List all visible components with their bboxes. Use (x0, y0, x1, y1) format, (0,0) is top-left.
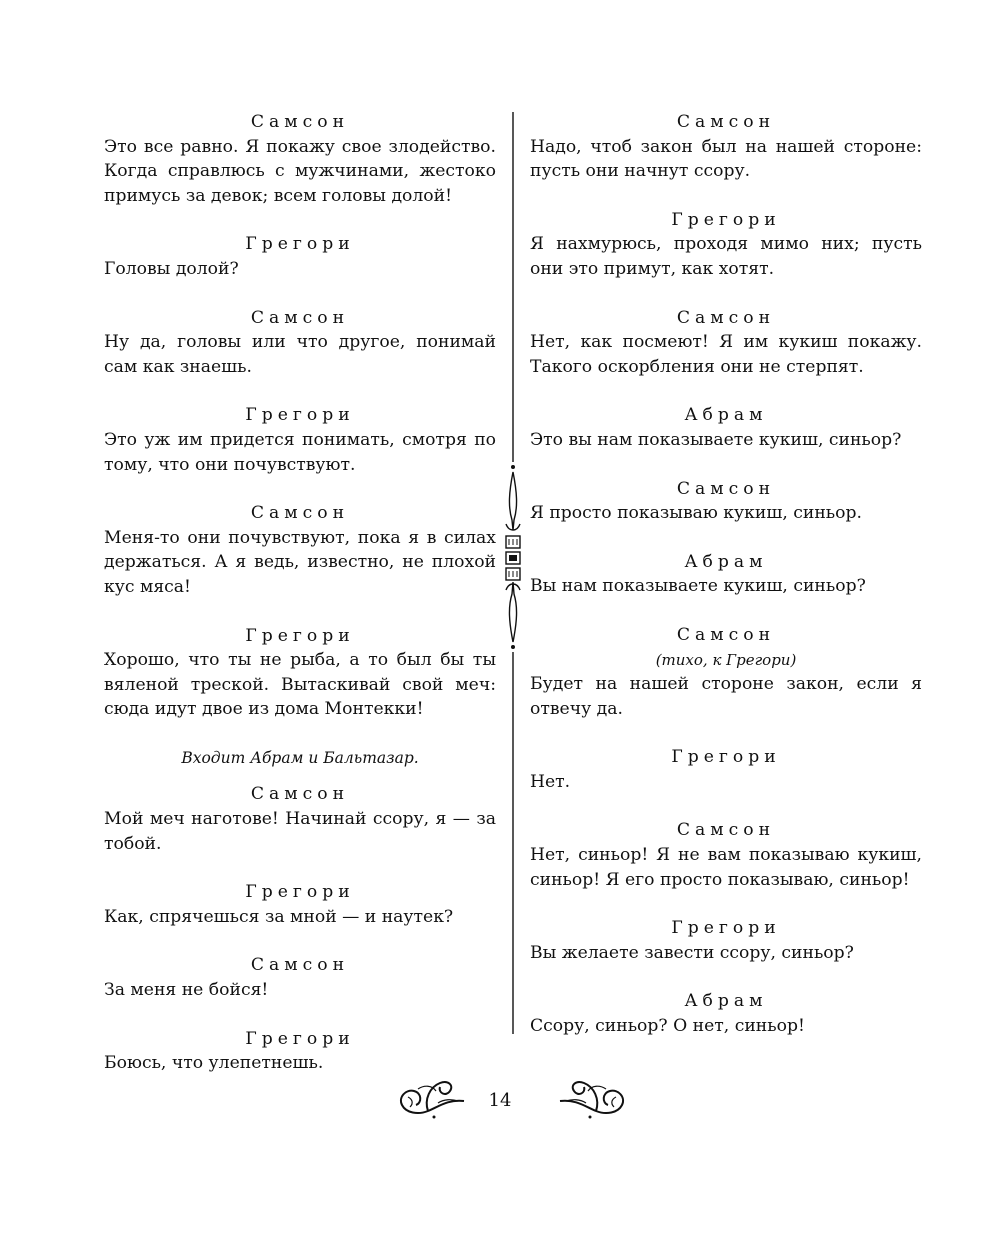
dialogue-line: Вы нам показываете кукиш, синьор? (530, 576, 866, 597)
dialogue-line: Я нахмурюсь, проходя мимо них; пусть они это примут, как хотят. (530, 234, 922, 279)
dialogue-line: Как, спрячешься за мной — и наутек? (104, 906, 454, 927)
speaker-name: Абрам (684, 405, 768, 426)
speaker-name: Грегори (671, 209, 781, 230)
speaker-name: Грегори (245, 882, 355, 903)
speaker-name: Самсон (676, 478, 776, 499)
speaker-name: Самсон (250, 307, 350, 328)
column-divider-ornament (500, 112, 526, 1034)
speaker-name: Самсон (676, 624, 776, 645)
dialogue-line: Нет, как посмеют! Я им кукиш покажу. Такого оскорбления они не стерпят. (530, 332, 922, 377)
dialogue-line: Боюсь, что улепетнешь. (104, 1053, 324, 1074)
speaker-name: Самсон (250, 784, 350, 805)
dialogue-line: Это все равно. Я покажу свое злодейство. Когда справлюсь с мужчинами, жестоко примусь за девок; всем головы долой! (104, 136, 496, 206)
dialogue-line: Нет, синьор! Я не вам показываю кукиш, синьор! Я его просто показываю, синьор! (530, 845, 922, 890)
speaker-name: Грегори (245, 405, 355, 426)
dialogue-line: Хорошо, что ты не рыба, а то был бы ты вяленой треской. Вытаскивай свой меч: сюда идут двое из дома Монтекки! (104, 650, 496, 720)
speaker-name: Самсон (250, 112, 350, 132)
speaker-name: Самсон (676, 307, 776, 328)
speaker-name: Грегори (245, 625, 355, 646)
dialogue-line: Будет на нашей стороне закон, если я отвечу да. (530, 674, 922, 719)
speaker-name: Самсон (676, 112, 776, 132)
dialogue-line: Надо, чтоб закон был на нашей стороне: пусть они начнут ссору. (530, 136, 922, 182)
speaker-name: Самсон (676, 820, 776, 841)
dialogue-line: Вы желаете завести ссору, синьор? (530, 942, 854, 963)
speaker-name: Грегори (245, 1028, 355, 1049)
right-column (530, 110, 922, 1063)
speaker-name: Самсон (250, 955, 350, 976)
inline-stage-direction: (тихо, к Грегори) (655, 650, 797, 669)
left-column (104, 110, 496, 1100)
dialogue-line: Я просто показываю кукиш, синьор. (530, 503, 862, 524)
dialogue-line: Мой меч наготове! Начинай ссору, я — за тобой. (104, 809, 496, 854)
dialogue-line: Ссору, синьор? О нет, синьор! (530, 1016, 805, 1037)
dialogue-line: Это вы нам показываете кукиш, синьор? (530, 429, 902, 450)
speaker-name: Абрам (684, 551, 768, 572)
speaker-name: Грегори (671, 918, 781, 939)
page-number: 14 (488, 1090, 512, 1111)
dialogue-line: Меня-то они почувствуют, пока я в силах держаться. А я ведь, известно, не плохой кус мяса! (104, 527, 496, 597)
flourish-left-icon (398, 1077, 466, 1123)
dialogue-line: Ну да, головы или что другое, понимай сам как знаешь. (104, 332, 496, 377)
speaker-name: Грегори (671, 747, 781, 768)
speaker-name: Грегори (245, 234, 355, 255)
flourish-right-icon (558, 1077, 626, 1123)
speaker-name: Самсон (250, 503, 350, 524)
speaker-name: Абрам (684, 991, 768, 1012)
dialogue-line: Головы долой? (104, 258, 239, 279)
dialogue-line: Нет. (530, 771, 571, 792)
stage-direction: Входит Абрам и Бальтазар. (181, 748, 419, 767)
dialogue-line: За меня не бойся! (104, 980, 269, 1001)
dialogue-line: Это уж им придется понимать, смотря по тому, что они почувствуют. (104, 429, 496, 475)
